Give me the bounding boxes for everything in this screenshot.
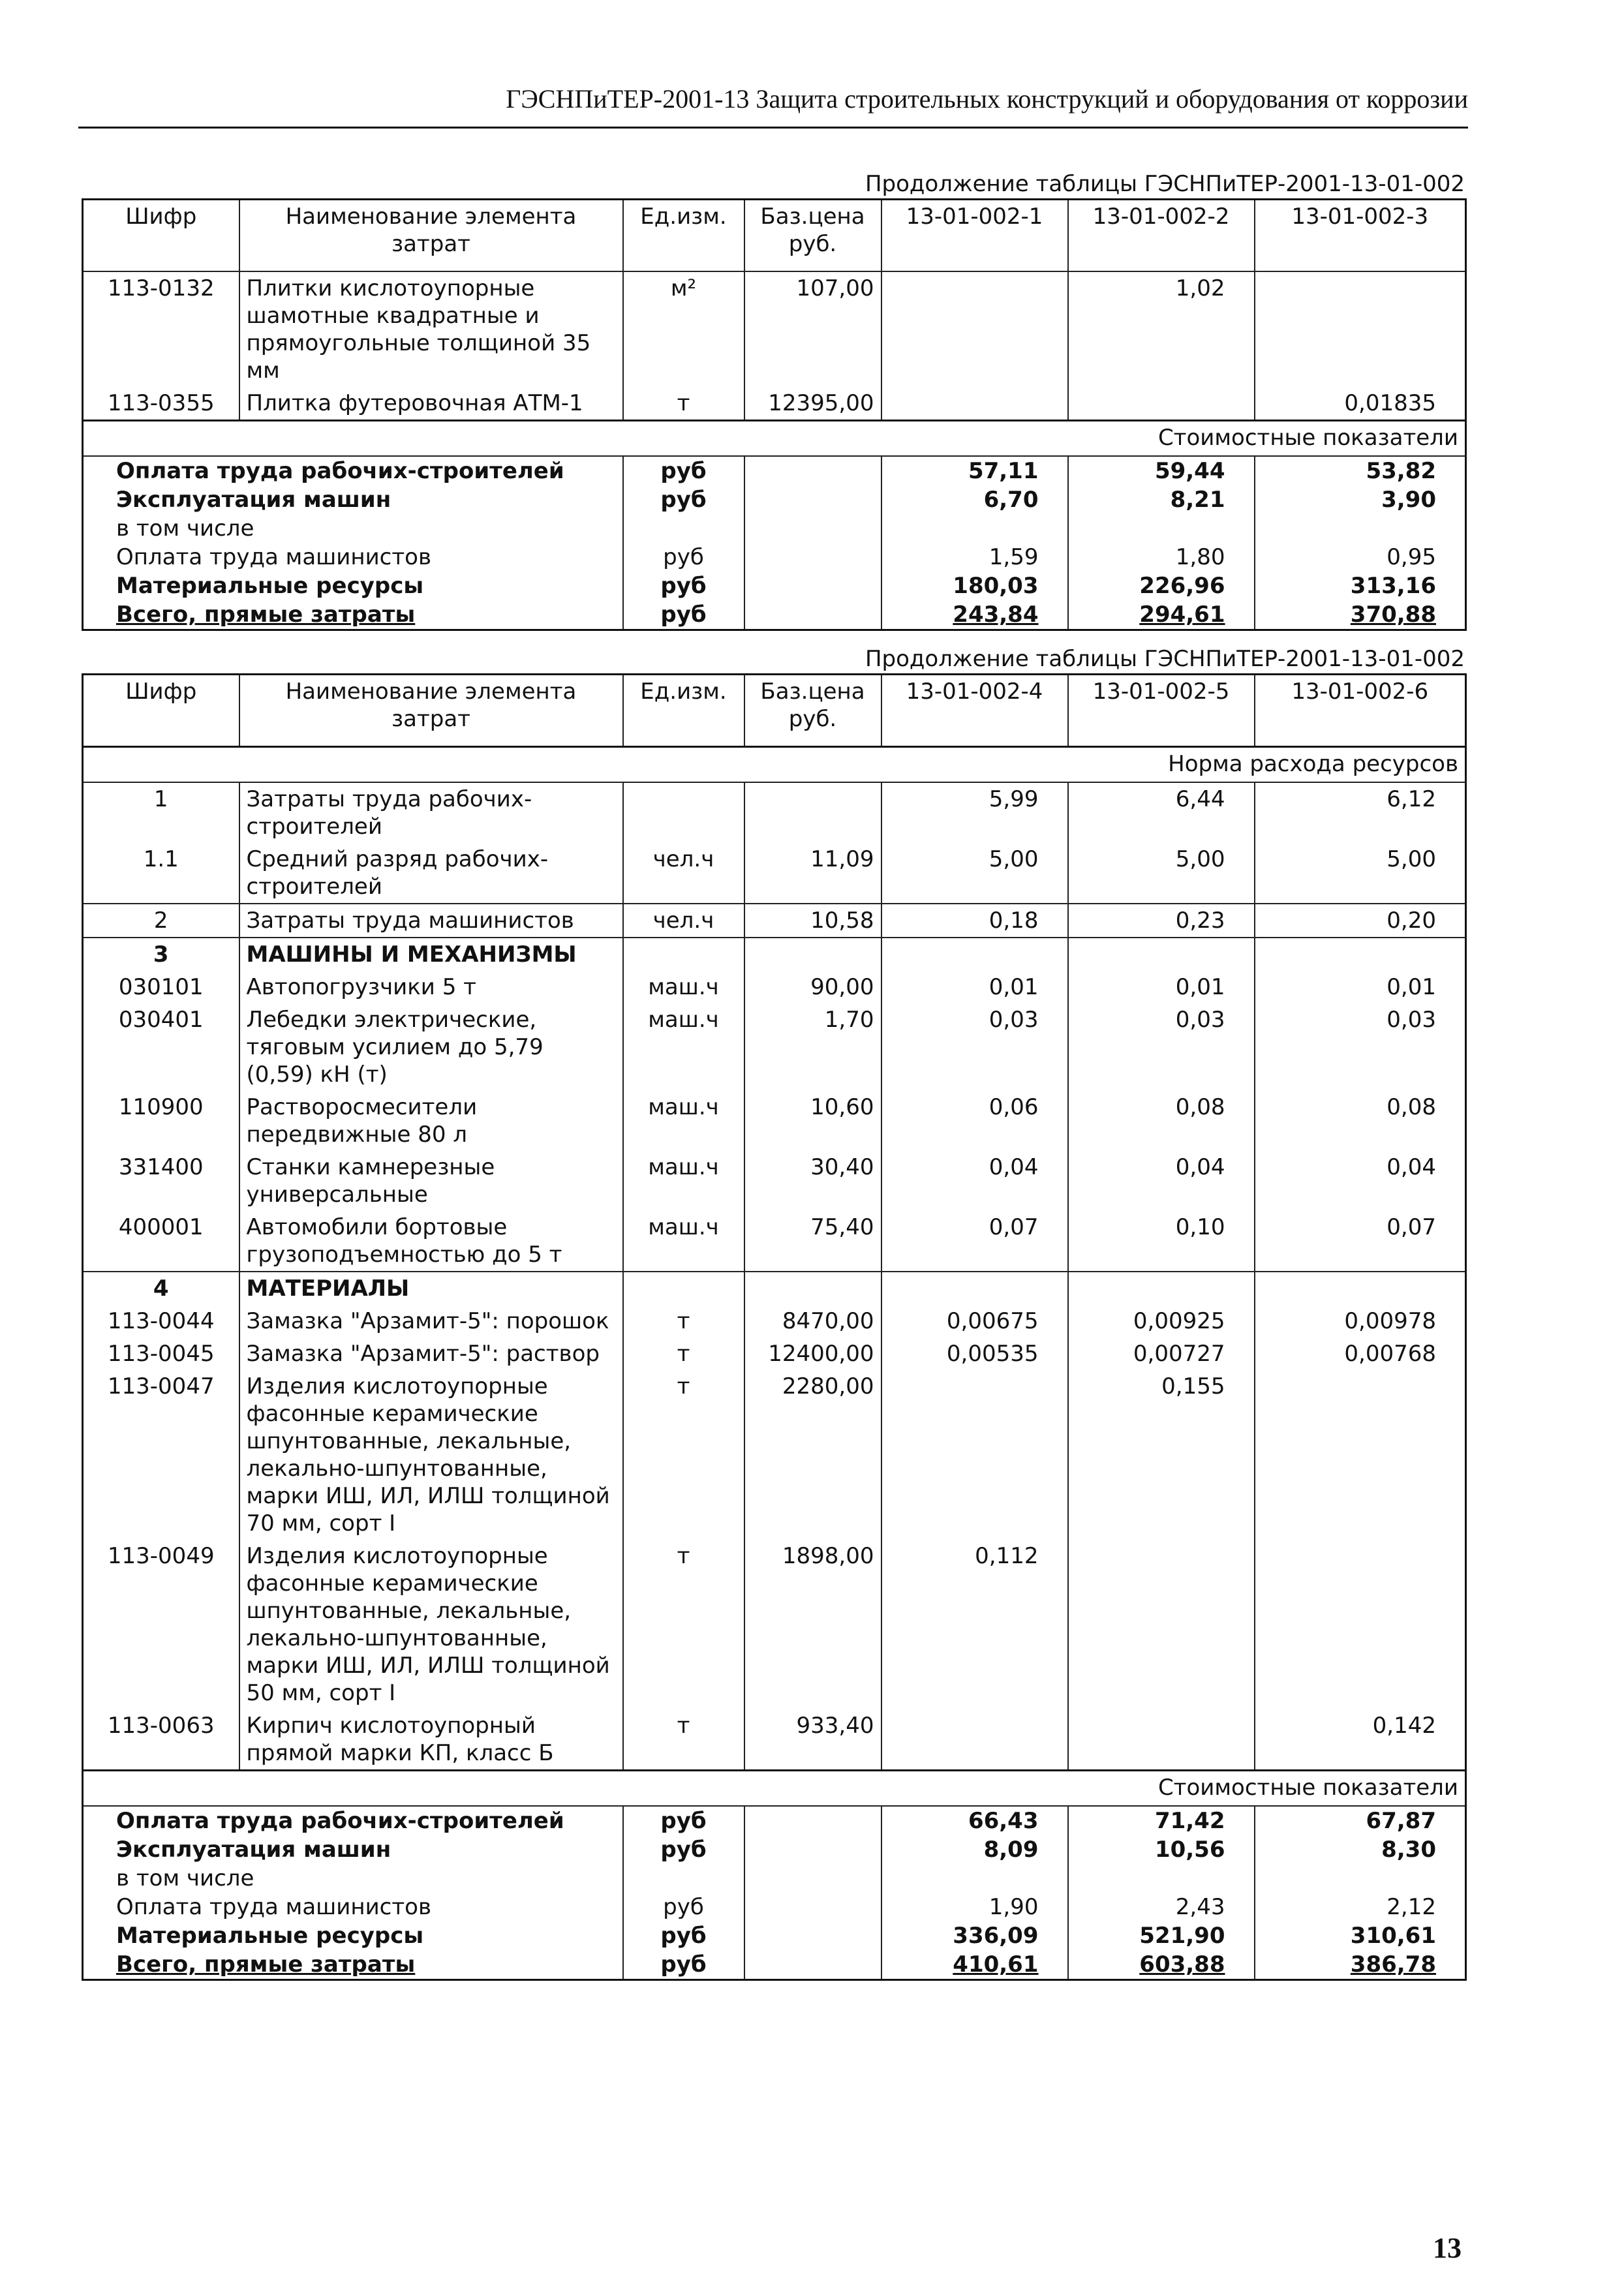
cell-value-1: 0,112 [881,1540,1068,1709]
cost-value-2: 521,90 [1068,1921,1255,1950]
cost-label: Оплата труда машинистов [83,1893,623,1921]
cell-name: Станки камнерезные универсальные [239,1151,623,1211]
table-row [83,1305,1466,1337]
cost-empty [744,543,881,572]
cell-cipher: 030101 [83,971,239,1003]
cell-price [744,782,881,843]
cell-value-3: 0,03 [1255,1003,1466,1091]
cell-value-3: 6,12 [1255,782,1466,843]
table-row [83,387,1466,421]
cost-row [83,1806,1466,1835]
table2-caption: Продолжение таблицы ГЭСНПиТЕР-2001-13-01-002 [865,646,1465,672]
cost-unit: руб [623,572,744,600]
cost-value-3: 53,82 [1255,456,1466,485]
cost-empty [744,572,881,600]
cell-cipher: 113-0049 [83,1540,239,1709]
cell-value-3: 0,01 [1255,971,1466,1003]
page-header: ГЭСНПиТЕР-2001-13 Защита строительных конструкций и оборудования от коррозии [506,84,1468,114]
col-header-code: 13-01-002-6 [1255,675,1466,747]
cell-value-2: 0,155 [1068,1370,1255,1540]
cell-name: Средний разряд рабочих-строителей [239,843,623,904]
cell-value-3: 0,00768 [1255,1337,1466,1370]
cell-value-2: 0,01 [1068,971,1255,1003]
table-row [83,971,1466,1003]
cell-name: Лебедки электрические, тяговым усилием до 5,79 (0,59) кН (т) [239,1003,623,1091]
cost-row [83,543,1466,572]
cell-cipher: 331400 [83,1151,239,1211]
col-header-code: 13-01-002-1 [881,200,1068,272]
col-header-name: Наименование элемента затрат [239,200,623,272]
cost-empty [744,456,881,485]
cost-value-1: 410,61 [881,1950,1068,1980]
cell-name: Кирпич кислотоупорный прямой марки КП, класс Б [239,1709,623,1771]
table-row [83,782,1466,843]
cost-value-1: 57,11 [881,456,1068,485]
cell-value-1: 0,18 [881,904,1068,938]
cell-value-3 [1255,1370,1466,1540]
cell-unit [623,938,744,971]
cell-cipher: 3 [83,938,239,971]
cost-empty [744,1835,881,1864]
cell-cipher: 113-0044 [83,1305,239,1337]
cell-price: 1898,00 [744,1540,881,1709]
col-header-name: Наименование элемента затрат [239,675,623,747]
cell-name: Изделия кислотоупорные фасонные керамические шпунтованные, лекальные, лекально-шпунтованные, марки ИШ, ИЛ, ИЛШ толщиной 50 мм, сорт I [239,1540,623,1709]
cell-name: Замазка "Арзамит-5": раствор [239,1337,623,1370]
cell-unit: т [623,1337,744,1370]
table-row [83,938,1466,971]
cost-row [83,1921,1466,1950]
cell-name: Изделия кислотоупорные фасонные керамические шпунтованные, лекальные, лекально-шпунтованные, марки ИШ, ИЛ, ИЛШ толщиной 70 мм, сорт I [239,1370,623,1540]
cell-value-2: 0,23 [1068,904,1255,938]
cell-value-3 [1255,938,1466,971]
cost-row [83,456,1466,485]
col-header-cipher: Шифр [83,675,239,747]
cell-value-2: 0,04 [1068,1151,1255,1211]
table-header-row [83,675,1466,747]
col-header-cipher: Шифр [83,200,239,272]
cell-value-3: 0,142 [1255,1709,1466,1771]
cost-value-2: 1,80 [1068,543,1255,572]
page-number: 13 [1433,2232,1462,2264]
cell-value-3: 0,01835 [1255,387,1466,421]
cell-price: 2280,00 [744,1370,881,1540]
cell-value-2 [1068,1540,1255,1709]
cell-value-3: 5,00 [1255,843,1466,904]
cost-value-3: 370,88 [1255,600,1466,630]
cost-value-3: 2,12 [1255,1893,1466,1921]
table-row [83,1337,1466,1370]
cell-value-3: 0,07 [1255,1211,1466,1272]
norm-caption-row [83,747,1466,783]
table-row [83,271,1466,387]
cost-label: Всего, прямые затраты [83,600,623,630]
cost-table-2 [82,673,1467,1981]
cell-unit: маш.ч [623,1003,744,1091]
cost-value-3: 3,90 [1255,485,1466,514]
col-header-code: 13-01-002-3 [1255,200,1466,272]
cell-value-2: 0,10 [1068,1211,1255,1272]
cell-unit: м² [623,271,744,387]
cell-cipher: 4 [83,1272,239,1305]
cost-value-1: 1,59 [881,543,1068,572]
cell-unit: т [623,1305,744,1337]
cell-name: Растворосмесители передвижные 80 л [239,1091,623,1151]
cell-unit: маш.ч [623,971,744,1003]
cost-label: Материальные ресурсы [83,1921,623,1950]
cost-value-1: 180,03 [881,572,1068,600]
cost-label: Эксплуатация машин [83,1835,623,1864]
col-header-price: Баз.цена руб. [744,200,881,272]
cost-row [83,600,1466,630]
cell-unit [623,782,744,843]
cell-cipher: 2 [83,904,239,938]
table-row [83,1540,1466,1709]
cell-value-2: 1,02 [1068,271,1255,387]
cell-price: 12400,00 [744,1337,881,1370]
cost-caption: Стоимостные показатели [83,1771,1466,1807]
cost-empty [744,1806,881,1835]
cost-unit [623,514,744,543]
cost-empty [744,514,881,543]
cost-label: Материальные ресурсы [83,572,623,600]
cell-cipher: 113-0355 [83,387,239,421]
cell-price [744,938,881,971]
cost-unit: руб [623,543,744,572]
cell-price: 8470,00 [744,1305,881,1337]
cost-row [83,1950,1466,1980]
cell-value-1 [881,1709,1068,1771]
cell-unit: маш.ч [623,1151,744,1211]
cell-price: 30,40 [744,1151,881,1211]
cell-value-1: 0,07 [881,1211,1068,1272]
cell-price: 107,00 [744,271,881,387]
cell-value-3: 0,08 [1255,1091,1466,1151]
cost-empty [744,485,881,514]
cost-row [83,1893,1466,1921]
norm-caption: Норма расхода ресурсов [83,747,1466,783]
cell-value-1: 0,01 [881,971,1068,1003]
cost-empty [744,1950,881,1980]
cell-cipher: 113-0063 [83,1709,239,1771]
cell-value-1: 5,99 [881,782,1068,843]
cell-name: Замазка "Арзамит-5": порошок [239,1305,623,1337]
cost-row [83,485,1466,514]
cost-empty [744,1893,881,1921]
cell-name: Плитки кислотоупорные шамотные квадратные и прямоугольные толщиной 35 мм [239,271,623,387]
col-header-code: 13-01-002-4 [881,675,1068,747]
cost-unit: руб [623,1893,744,1921]
cell-unit: маш.ч [623,1211,744,1272]
cost-table-1 [82,198,1467,631]
cell-value-3 [1255,1540,1466,1709]
cell-unit: т [623,1540,744,1709]
cost-value-3: 313,16 [1255,572,1466,600]
cost-value-3: 0,95 [1255,543,1466,572]
cell-value-1 [881,271,1068,387]
cost-unit: руб [623,1921,744,1950]
cost-value-1: 8,09 [881,1835,1068,1864]
cell-price: 1,70 [744,1003,881,1091]
cell-value-2: 0,08 [1068,1091,1255,1151]
cost-value-1 [881,514,1068,543]
cell-cipher: 110900 [83,1091,239,1151]
cell-value-2: 6,44 [1068,782,1255,843]
cell-value-1 [881,1272,1068,1305]
cell-value-3 [1255,271,1466,387]
cell-price: 75,40 [744,1211,881,1272]
cost-value-2: 603,88 [1068,1950,1255,1980]
cell-value-2 [1068,1272,1255,1305]
cost-value-1: 1,90 [881,1893,1068,1921]
cost-value-2: 226,96 [1068,572,1255,600]
cell-value-2 [1068,1709,1255,1771]
cost-caption: Стоимостные показатели [83,421,1466,457]
cell-value-1: 0,03 [881,1003,1068,1091]
cost-label: в том числе [83,514,623,543]
cost-value-1 [881,1864,1068,1893]
cost-value-1: 66,43 [881,1806,1068,1835]
cell-value-2: 0,00925 [1068,1305,1255,1337]
cost-value-2: 294,61 [1068,600,1255,630]
cost-value-2 [1068,1864,1255,1893]
cell-cipher: 113-0045 [83,1337,239,1370]
cost-unit: руб [623,600,744,630]
cell-value-1: 5,00 [881,843,1068,904]
cost-unit [623,1864,744,1893]
cell-name: Автопогрузчики 5 т [239,971,623,1003]
cell-name: МАШИНЫ И МЕХАНИЗМЫ [239,938,623,971]
header-rule [78,127,1468,129]
cost-caption-row [83,421,1466,457]
cell-cipher: 1.1 [83,843,239,904]
cell-price: 11,09 [744,843,881,904]
cell-price: 12395,00 [744,387,881,421]
cost-label: в том числе [83,1864,623,1893]
cell-price [744,1272,881,1305]
cost-value-2: 2,43 [1068,1893,1255,1921]
cell-value-2: 0,00727 [1068,1337,1255,1370]
cell-name: МАТЕРИАЛЫ [239,1272,623,1305]
cost-empty [744,1864,881,1893]
cell-unit: т [623,1709,744,1771]
cell-price: 90,00 [744,971,881,1003]
cell-value-1: 0,00535 [881,1337,1068,1370]
cost-value-2: 10,56 [1068,1835,1255,1864]
table-row [83,1709,1466,1771]
col-header-price: Баз.цена руб. [744,675,881,747]
cell-value-2: 5,00 [1068,843,1255,904]
cost-unit: руб [623,485,744,514]
cost-unit: руб [623,1835,744,1864]
cost-row [83,1835,1466,1864]
cost-value-3: 310,61 [1255,1921,1466,1950]
cell-cipher: 030401 [83,1003,239,1091]
cell-name: Затраты труда машинистов [239,904,623,938]
cost-label: Оплата труда рабочих-строителей [83,456,623,485]
cost-label: Всего, прямые затраты [83,1950,623,1980]
cell-value-1 [881,1370,1068,1540]
cost-label: Оплата труда машинистов [83,543,623,572]
table-row [83,1211,1466,1272]
cost-value-1: 336,09 [881,1921,1068,1950]
cell-name: Плитка футеровочная АТМ-1 [239,387,623,421]
table-row [83,1370,1466,1540]
table-row [83,1151,1466,1211]
col-header-code: 13-01-002-5 [1068,675,1255,747]
cell-name: Затраты труда рабочих-строителей [239,782,623,843]
cell-unit: чел.ч [623,904,744,938]
table1-caption: Продолжение таблицы ГЭСНПиТЕР-2001-13-01-002 [865,171,1465,197]
cell-value-3: 0,00978 [1255,1305,1466,1337]
cell-price: 933,40 [744,1709,881,1771]
cost-label: Оплата труда рабочих-строителей [83,1806,623,1835]
table-row [83,1091,1466,1151]
cell-value-1 [881,387,1068,421]
cell-value-1: 0,00675 [881,1305,1068,1337]
cell-cipher: 113-0047 [83,1370,239,1540]
cell-name: Автомобили бортовые грузоподъемностью до 5 т [239,1211,623,1272]
cost-empty [744,1921,881,1950]
col-header-unit: Ед.изм. [623,200,744,272]
cell-value-1: 0,06 [881,1091,1068,1151]
cost-row [83,514,1466,543]
cell-value-1 [881,938,1068,971]
table-row [83,1272,1466,1305]
cell-cipher: 1 [83,782,239,843]
cost-label: Эксплуатация машин [83,485,623,514]
cell-unit: т [623,387,744,421]
cost-value-3: 8,30 [1255,1835,1466,1864]
cost-unit: руб [623,1950,744,1980]
cost-value-3 [1255,514,1466,543]
table-row [83,1003,1466,1091]
cost-value-3: 386,78 [1255,1950,1466,1980]
cost-value-2 [1068,514,1255,543]
cost-value-3 [1255,1864,1466,1893]
cell-value-2 [1068,387,1255,421]
cell-price: 10,58 [744,904,881,938]
cost-caption-row [83,1771,1466,1807]
cost-value-2: 71,42 [1068,1806,1255,1835]
cost-empty [744,600,881,630]
cell-unit [623,1272,744,1305]
table-row [83,843,1466,904]
cell-value-1: 0,04 [881,1151,1068,1211]
cell-value-3: 0,20 [1255,904,1466,938]
cost-value-3: 67,87 [1255,1806,1466,1835]
cost-value-1: 6,70 [881,485,1068,514]
col-header-unit: Ед.изм. [623,675,744,747]
cell-value-2 [1068,938,1255,971]
cell-unit: т [623,1370,744,1540]
table-header-row [83,200,1466,272]
cell-value-2: 0,03 [1068,1003,1255,1091]
cost-unit: руб [623,456,744,485]
cost-row [83,572,1466,600]
cell-unit: чел.ч [623,843,744,904]
table-row [83,904,1466,938]
cost-unit: руб [623,1806,744,1835]
cost-value-2: 59,44 [1068,456,1255,485]
cell-cipher: 400001 [83,1211,239,1272]
cell-value-3 [1255,1272,1466,1305]
cell-cipher: 113-0132 [83,271,239,387]
cell-value-3: 0,04 [1255,1151,1466,1211]
cell-unit: маш.ч [623,1091,744,1151]
col-header-code: 13-01-002-2 [1068,200,1255,272]
cost-value-2: 8,21 [1068,485,1255,514]
cost-value-1: 243,84 [881,600,1068,630]
cost-row [83,1864,1466,1893]
cell-price: 10,60 [744,1091,881,1151]
